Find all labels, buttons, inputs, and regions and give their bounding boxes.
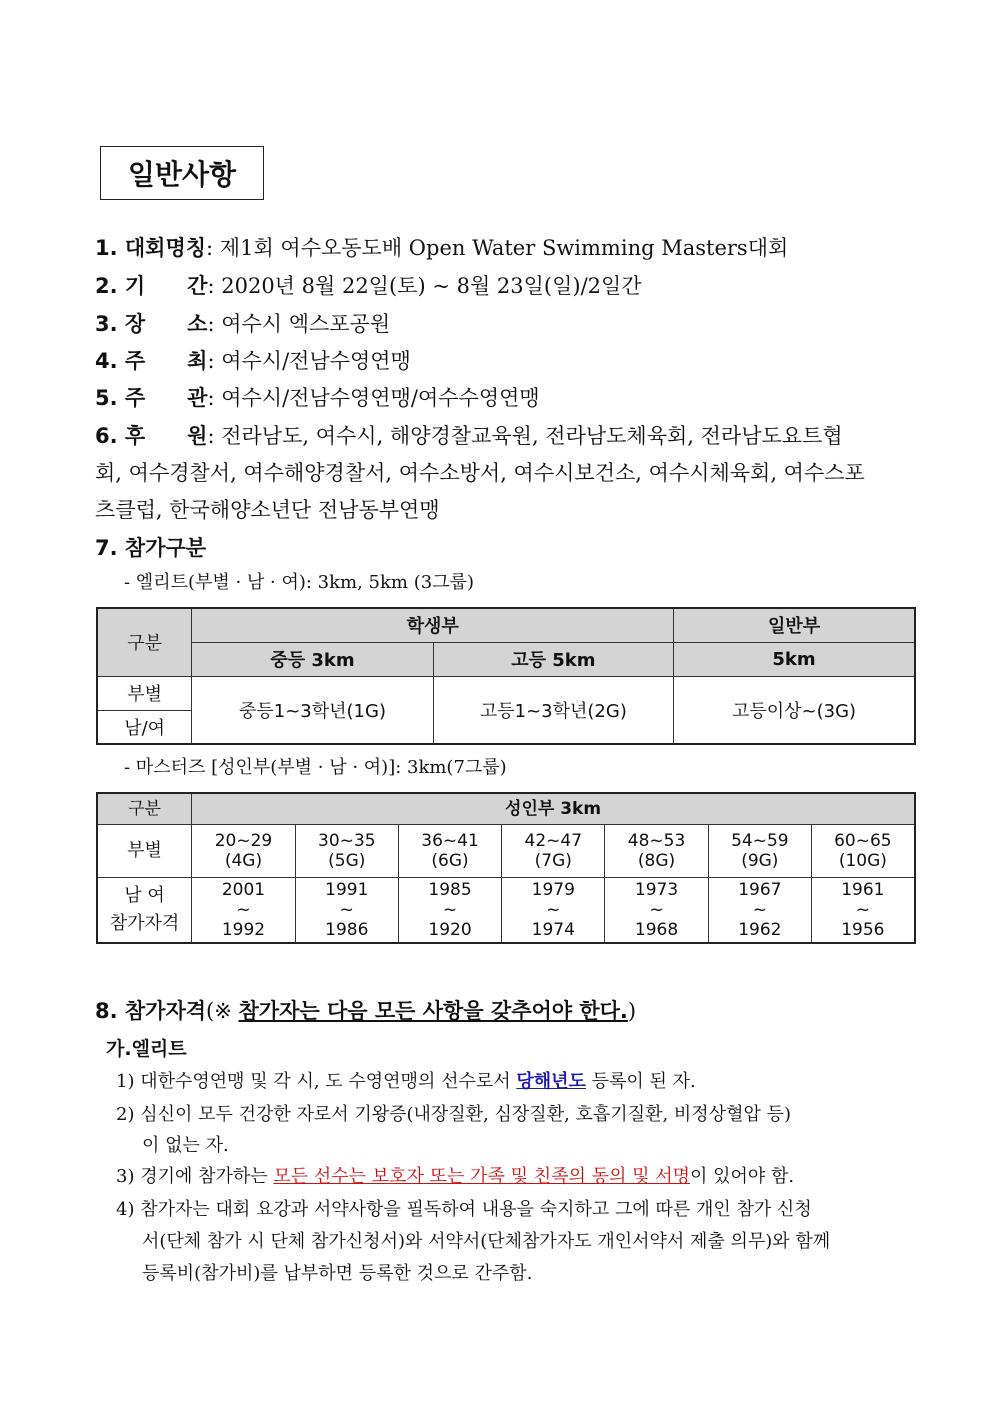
cell-header: 구분 [97,793,192,824]
rule-1 [116,1073,696,1091]
item-label: 8. 참가자격 [95,999,207,1023]
year-to: 1956 [841,919,885,940]
age-range: 20~29 [214,830,273,851]
cell-age-group [502,824,605,877]
year-from: 1973 [634,879,679,900]
rule-4-cont: 서(단체 참가 시 단체 참가신청서)와 서약서(단체참가자도 개인서약서 제출 의무)와 함께 [142,1231,831,1252]
cell-header: 5km [674,642,915,676]
cell-value: 고등이상~(3G) [674,676,915,744]
item-label: 3. 장 소 [95,312,208,336]
cell-age-group [708,824,811,877]
cell-age-group [192,824,296,877]
year-from: 1967 [738,879,782,900]
cell-birth-years [708,877,811,943]
cell-age-group [811,824,915,877]
item-label: 1. 대회명칭 [95,236,207,260]
cell-row-label: 부별 [97,676,192,710]
cell-value: 중등1~3학년(1G) [192,676,433,744]
rule-text: 3) 경기에 참가하는 [116,1166,274,1187]
year-from: 2001 [221,879,266,900]
eligibility-note: 참가자는 다음 모든 사항을 갖추어야 한다. [238,999,628,1023]
year-to: 1974 [531,919,575,940]
item-host [95,351,411,372]
item-label: 6. 후 원 [95,424,208,448]
rule-text: 등록이 된 자. [585,1071,696,1092]
elite-note: - 엘리트(부별 · 남 · 여): 3km, 5km (3그룹) [124,572,474,593]
year-to: 1986 [325,919,369,940]
group-code: (10G) [838,850,887,871]
elite-heading: 가.엘리트 [106,1038,187,1060]
year-tilde: ~ [752,899,767,920]
cell-header: 중등 3km [192,642,433,676]
rule-text: 1) 대한수영연맹 및 각 시, 도 수영연맹의 선수로서 [116,1071,517,1092]
item-value: : 여수시/전남수영연맹 [207,349,411,373]
masters-note: - 마스터즈 [성인부(부별 · 남 · 여)]: 3km(7그룹) [124,757,507,778]
year-from: 1979 [531,879,575,900]
cell-age-group [398,824,502,877]
masters-table [96,792,916,944]
age-range: 48~53 [627,830,686,851]
year-to: 1992 [221,919,266,940]
group-code: (6G) [431,850,469,871]
rule-4: 4) 참가자는 대회 요강과 서약사항을 필독하여 내용을 숙지하고 그에 따른 개인 참가 신청 [116,1199,812,1220]
item-sponsor-cont: 회, 여수경찰서, 여수해양경찰서, 여수소방서, 여수시보건소, 여수시체육회, 여수스포 [95,461,865,485]
age-range: 60~65 [834,830,892,851]
cell-header: 구분 [97,608,192,676]
age-range: 42~47 [524,830,583,851]
rule-text: 이 있어야 함. [690,1166,795,1187]
item-value: : 제1회 여수오동도배 Open Water Swimming Masters대회 [206,236,789,260]
year-from: 1961 [841,879,885,900]
rule-highlight: 당해년도 [516,1071,586,1092]
cell-header: 학생부 [192,608,674,642]
item-organizer [95,388,540,409]
item-period [95,276,642,297]
year-tilde: ~ [339,899,354,920]
year-tilde: ~ [442,899,458,920]
cell-row-label [97,877,192,943]
row-label-line: 남 여 [124,884,165,906]
item-value: : 2020년 8월 22일(토) ~ 8월 23일(일)/2일간 [207,274,642,298]
item-value: : 여수시/전남수영연맹/여수수영연맹 [207,386,540,410]
item-value: : 전라남도, 여수시, 해양경찰교육원, 전라남도체육회, 전라남도요트협 [207,424,843,448]
item-category [95,538,206,559]
cell-value: 고등1~3학년(2G) [433,676,673,744]
cell-row-label: 남/여 [97,710,192,744]
group-code: (7G) [534,850,572,871]
note-suffix: ) [627,999,637,1023]
cell-header: 일반부 [674,608,915,642]
cell-birth-years [398,877,502,943]
year-tilde: ~ [649,899,664,920]
item-sponsor [95,426,843,447]
year-tilde: ~ [236,899,251,920]
item-venue [95,314,390,335]
rule-3 [116,1168,794,1186]
age-range: 54~59 [731,830,789,851]
item-label: 7. 참가구분 [95,536,207,560]
group-code: (9G) [741,850,779,871]
cell-row-label: 부별 [97,824,192,877]
note-prefix: (※ [206,999,239,1023]
group-code: (8G) [637,850,676,871]
year-to: 1962 [738,919,782,940]
year-from: 1991 [325,879,369,900]
cell-birth-years [811,877,915,943]
year-to: 1920 [428,919,472,940]
item-label: 4. 주 최 [95,349,208,373]
year-from: 1985 [428,879,472,900]
cell-header: 고등 5km [433,642,673,676]
cell-birth-years [295,877,398,943]
cell-birth-years [192,877,296,943]
item-value: : 여수시 엑스포공원 [207,312,391,336]
cell-age-group [605,824,709,877]
item-sponsor-cont: 츠클럽, 한국해양소년단 전남동부연맹 [95,498,440,522]
cell-header: 성인부 3km [192,793,915,824]
year-tilde: ~ [855,899,870,920]
cell-birth-years [502,877,605,943]
group-code: (5G) [328,850,366,871]
row-label-line: 참가자격 [109,912,180,934]
item-event-name [95,238,788,259]
cell-birth-years [605,877,709,943]
year-tilde: ~ [546,899,561,920]
age-range: 30~35 [318,830,376,851]
elite-table [96,607,916,745]
group-code: (4G) [224,850,263,871]
cell-age-group [295,824,398,877]
item-label: 5. 주 관 [95,386,208,410]
rule-highlight: 모든 선수는 보호자 또는 가족 및 친족의 동의 및 서명 [273,1166,691,1187]
item-label: 2. 기 간 [95,274,208,298]
rule-4-cont: 등록비(참가비)를 납부하면 등록한 것으로 간주함. [142,1263,533,1284]
rule-2-cont: 이 없는 자. [142,1135,229,1156]
age-range: 36~41 [421,830,479,851]
section-eligibility [95,1001,636,1022]
section-title: 일반사항 [100,146,264,200]
year-to: 1968 [634,919,679,940]
rule-2: 2) 심신이 모두 건강한 자로서 기왕증(내장질환, 심장질환, 호흡기질환, 비정상혈압 등) [116,1104,791,1125]
